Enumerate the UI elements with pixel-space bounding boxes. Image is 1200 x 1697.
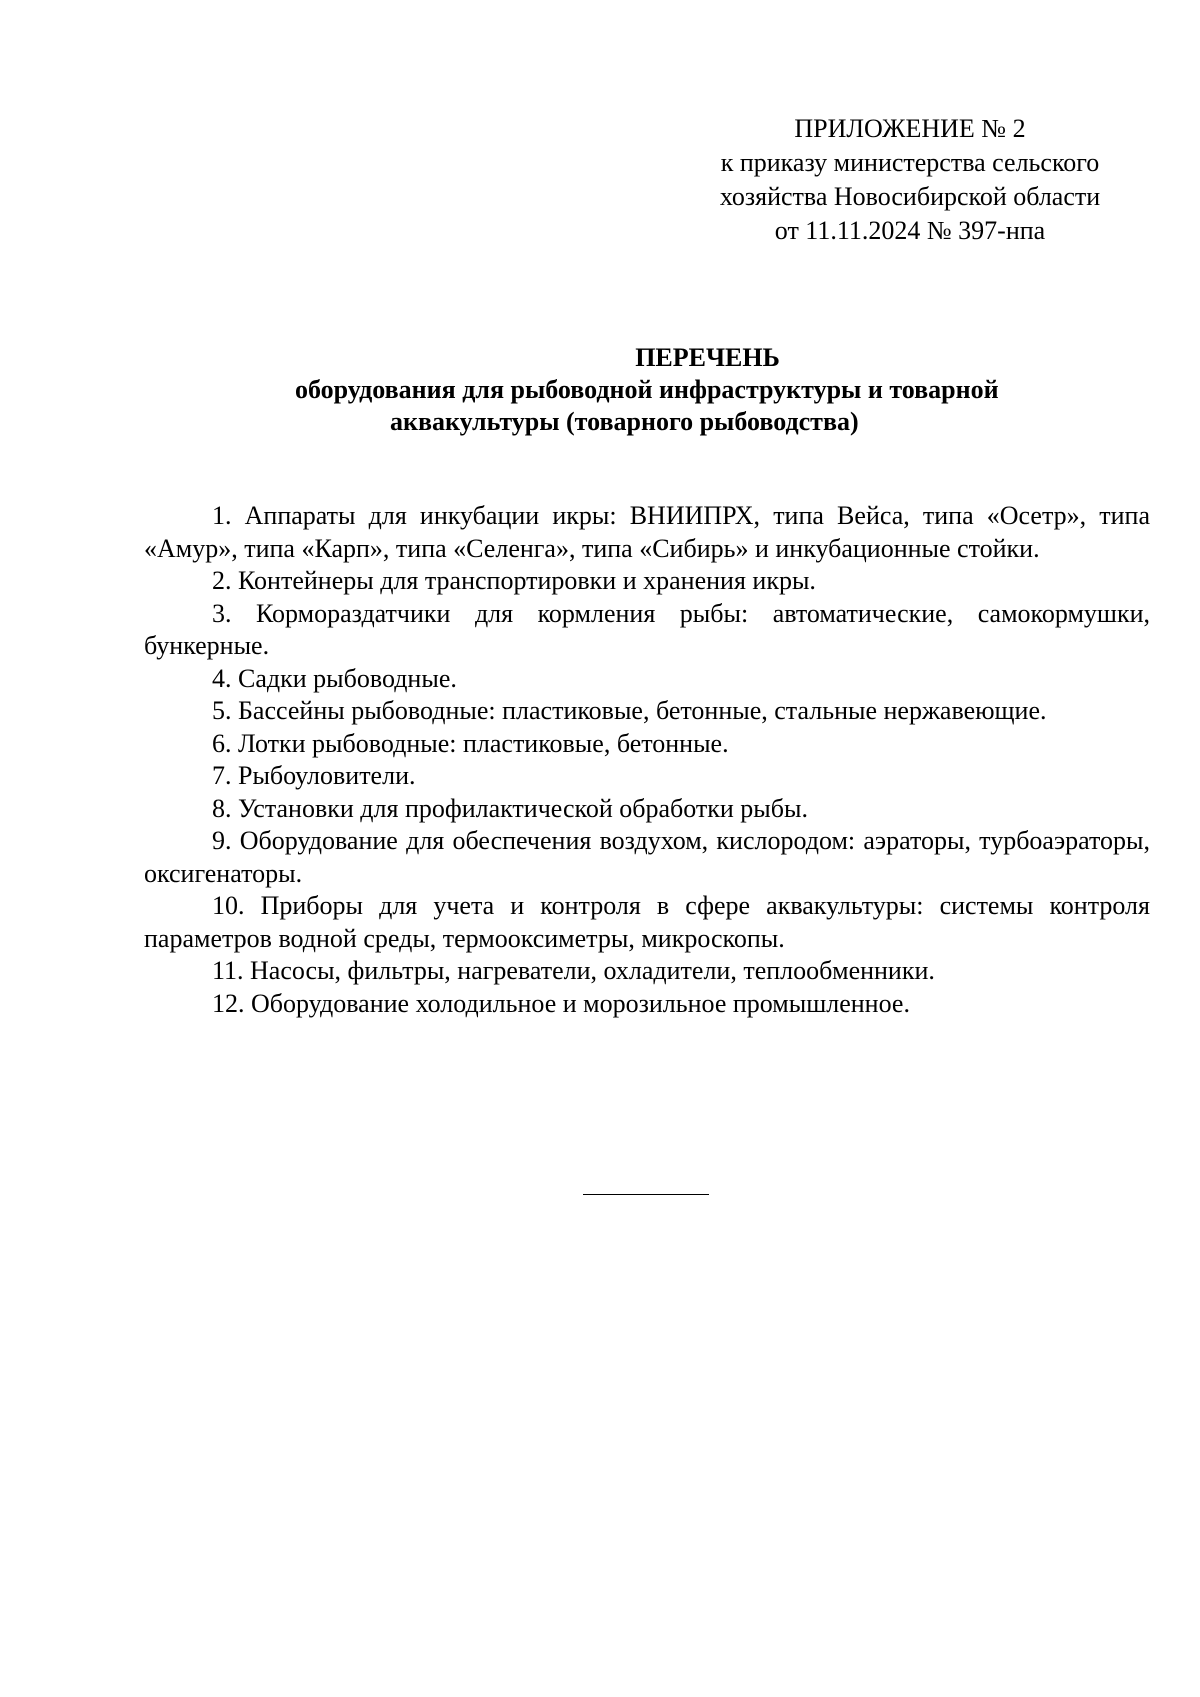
appendix-title: ПРИЛОЖЕНИЕ № 2 bbox=[794, 114, 1026, 143]
document-title bbox=[140, 342, 1150, 438]
list-item: 7. Рыбоуловители. bbox=[212, 761, 416, 790]
list-item: 5. Бассейны рыбоводные: пластиковые, бетонные, стальные нержавеющие. bbox=[212, 696, 1047, 725]
list-item: 3. Кормораздатчики для кормления рыбы: автоматические, самокормушки, бункерные. bbox=[144, 598, 1150, 660]
title-subtitle-line2: аквакультуры (товарного рыбоводства) bbox=[390, 407, 859, 436]
list-item: 1. Аппараты для инкубации икры: ВНИИПРХ, типа Вейса, типа «Осетр», типа «Амур», типа «Карп», типа «Селенга», типа «Сибирь» и инкубационные стойки. bbox=[144, 501, 1150, 563]
end-separator-line bbox=[583, 1194, 709, 1195]
appendix-order-ref: к приказу министерства сельского bbox=[720, 148, 1100, 177]
appendix-ministry: хозяйства Новосибирской области bbox=[719, 182, 1101, 211]
equipment-list bbox=[144, 500, 1150, 1020]
list-item: 4. Садки рыбоводные. bbox=[212, 663, 457, 693]
appendix-header bbox=[700, 112, 1120, 248]
list-item: 8. Установки для профилактической обработки рыбы. bbox=[212, 793, 808, 823]
title-main: ПЕРЕЧЕНЬ bbox=[635, 343, 780, 372]
list-item: 9. Оборудование для обеспечения воздухом, кислородом: аэраторы, турбоаэраторы, оксигенаторы. bbox=[144, 826, 1150, 888]
list-item: 11. Насосы, фильтры, нагреватели, охладители, теплообменники. bbox=[212, 956, 935, 985]
list-item: 6. Лотки рыбоводные: пластиковые, бетонные. bbox=[212, 728, 729, 758]
list-item: 12. Оборудование холодильное и морозильное промышленное. bbox=[212, 988, 910, 1018]
title-subtitle-line1: оборудования для рыбоводной инфраструктуры и товарной bbox=[295, 375, 999, 404]
appendix-order-date-number: от 11.11.2024 № 397-нпа bbox=[774, 216, 1046, 245]
list-item: 10. Приборы для учета и контроля в сфере аквакультуры: системы контроля параметров водной среды, термооксиметры, микроскопы. bbox=[144, 891, 1150, 953]
list-item: 2. Контейнеры для транспортировки и хранения икры. bbox=[212, 566, 816, 595]
